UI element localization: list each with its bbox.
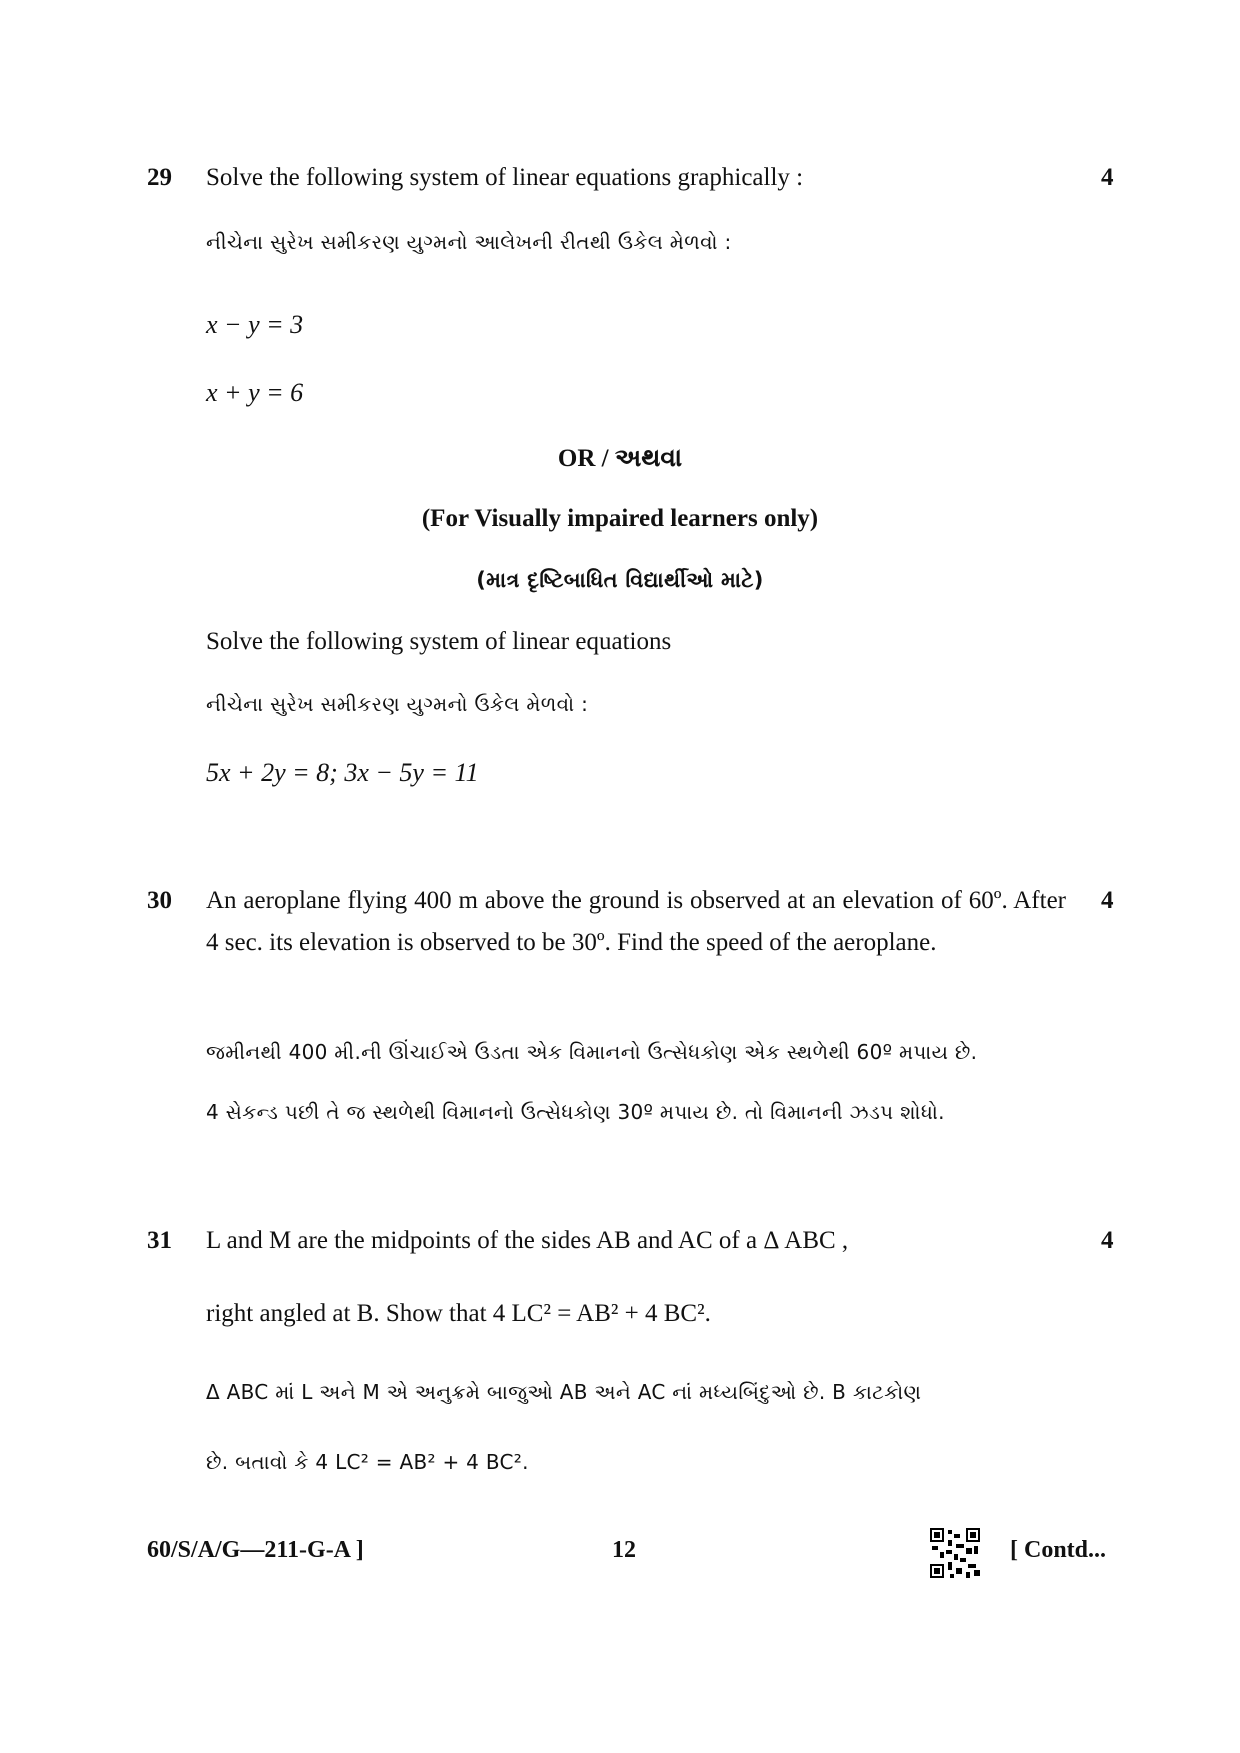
question-29-equation-1: x − y = 3 [206, 310, 304, 339]
question-29-number: 29 [147, 164, 172, 191]
question-30-text-gujarati-line-1: જમીનથી 400 મી.ની ઊંચાઈએ ઉડતા એક વિમાનનો ઉત્સેધકોણ એક સ્થળેથી 60º મપાય છે. [206, 1040, 978, 1064]
question-29-marks: 4 [1101, 164, 1114, 191]
question-31-marks: 4 [1101, 1227, 1114, 1254]
page-number: 12 [612, 1537, 636, 1563]
question-30-text-gujarati-line-2: 4 સેકન્ડ પછી તે જ સ્થળેથી વિમાનનો ઉત્સેધકોણ 30º મપાય છે. તો વિમાનની ઝડપ શોધો. [206, 1100, 945, 1124]
question-30-marks: 4 [1101, 887, 1114, 914]
question-31-line-2: right angled at B. Show that 4 LC² = AB² + 4 BC². [206, 1300, 711, 1327]
paper-code: 60/S/A/G—211-G-A ] [147, 1537, 364, 1563]
visually-impaired-note-english: (For Visually impaired learners only) [421, 505, 819, 532]
question-29-alt-equations: 5x + 2y = 8; 3x − 5y = 11 [206, 758, 479, 787]
question-29-prompt-english: Solve the following system of linear equations graphically : [206, 164, 804, 191]
question-29-alt-prompt-english: Solve the following system of linear equations [206, 628, 672, 655]
qr-code-icon [930, 1528, 980, 1578]
question-29-equation-2: x + y = 6 [206, 378, 304, 407]
visually-impaired-note-gujarati: (માત્ર દૃષ્ટિબાધિત વિદ્યાર્થીઓ માટે) [476, 568, 764, 592]
continued-label: [ Contd... [1010, 1537, 1107, 1563]
question-29-alt-prompt-gujarati: નીચેના સુરેખ સમીકરણ યુગ્મનો ઉકેલ મેળવો : [206, 692, 589, 716]
question-31-line-1: L and M are the midpoints of the sides AB and AC of a Δ ABC , [206, 1227, 849, 1254]
question-29-prompt-gujarati: નીચેના સુરેખ સમીકરણ યુગ્મનો આલેખની રીતથી ઉકેલ મેળવો : [206, 230, 732, 254]
question-30-text-english: An aeroplane flying 400 m above the ground is observed at an elevation of 60º. After 4 sec. its elevation is observed to be 30º. Find the speed of the aeroplane. [206, 887, 1066, 956]
question-30-number: 30 [147, 887, 172, 914]
question-31-number: 31 [147, 1227, 172, 1254]
question-31-gujarati-line-2: છે. બતાવો કે 4 LC² = AB² + 4 BC². [206, 1450, 529, 1474]
question-31-gujarati-line-1: Δ ABC માં L અને M એ અનુક્રમે બાજુઓ AB અને AC નાં મધ્યબિંદુઓ છે. B કાટકોણ [206, 1380, 922, 1404]
or-separator: OR / અથવા [557, 445, 683, 472]
